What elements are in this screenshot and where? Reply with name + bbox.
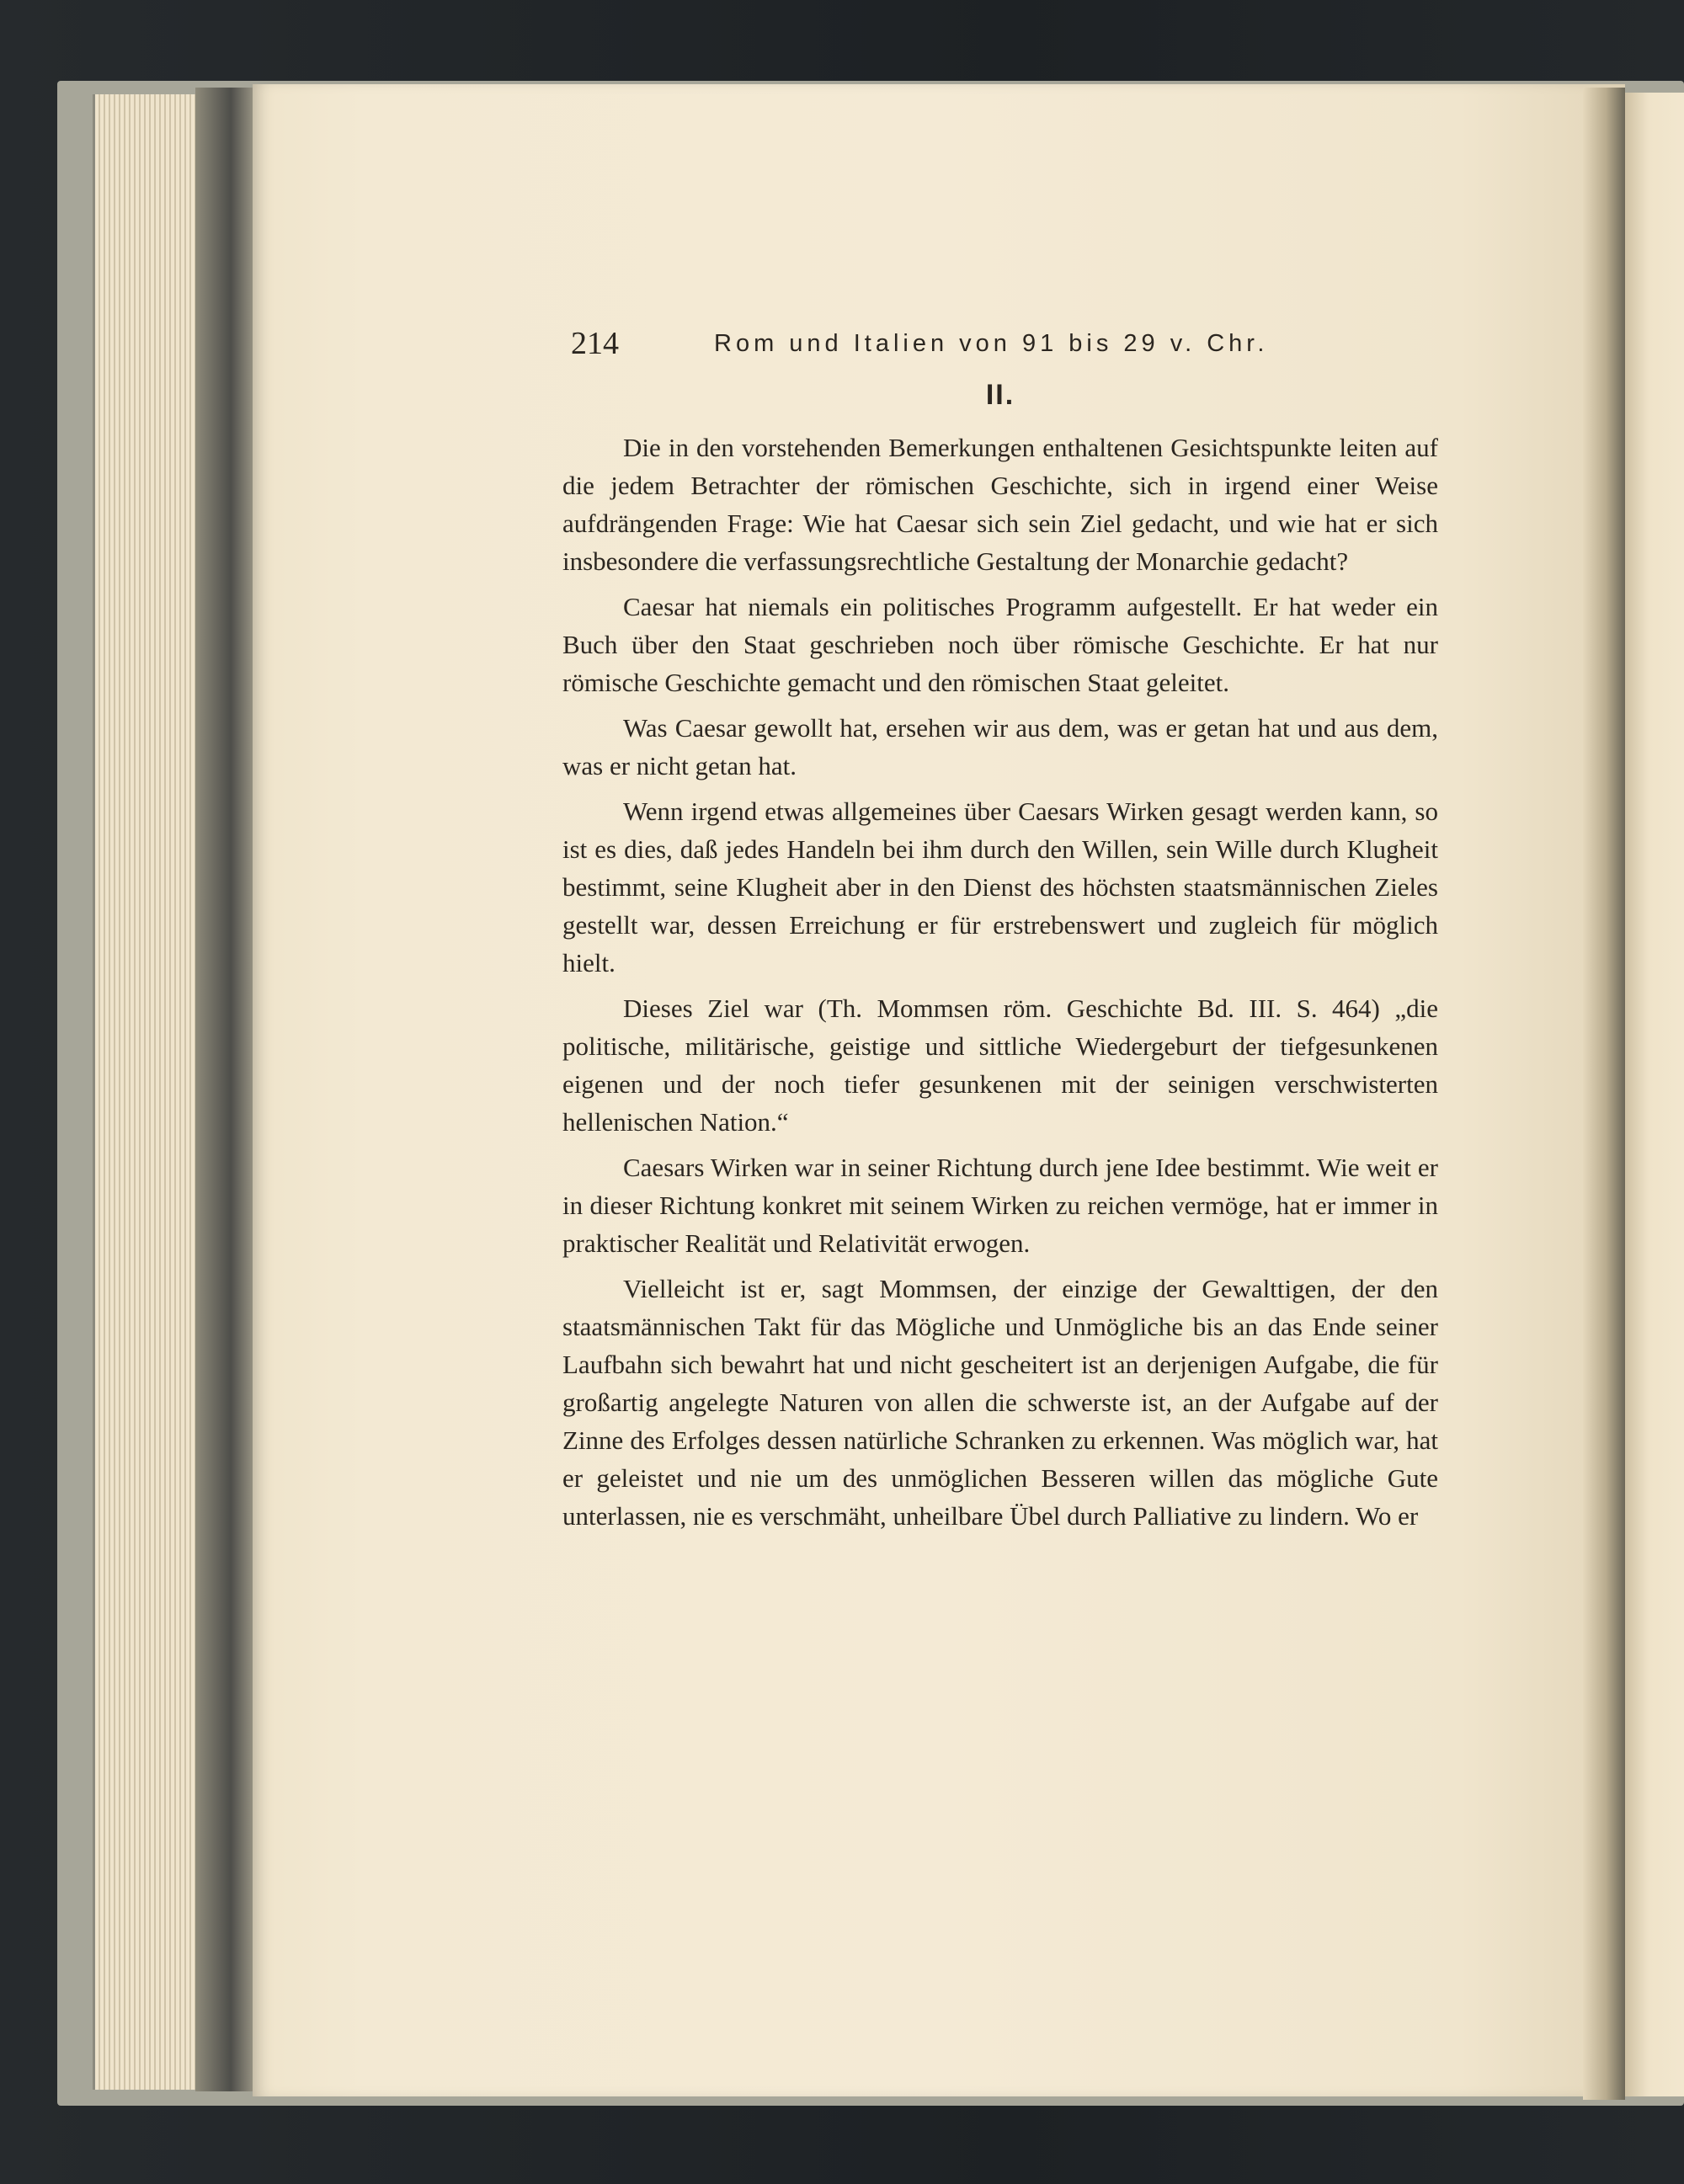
paragraph: Dieses Ziel war (Th. Mommsen röm. Geschichte Bd. III. S. 464) „die politische, militärische, geistige und sittliche Wiedergeburt der tiefgesunkenen eigenen und der noch tiefer gesunkenen mit der seinigen verschwisterten hellenischen Nation.“ — [562, 993, 1438, 1137]
section-heading: II. — [985, 379, 1015, 411]
page-stack-shadow — [195, 88, 254, 2091]
paragraph: Caesar hat niemals ein politisches Programm aufgestellt. Er hat weder ein Buch über den Staat geschrieben noch über römische Geschichte. Er hat nur römische Geschichte gemacht und den römischen Staat geleitet. — [562, 592, 1438, 697]
paragraph: Wenn irgend etwas allgemeines über Caesars Wirken gesagt werden kann, so ist es dies, daß jedes Handeln bei ihm durch den Willen, sein Wille durch Klugheit bestimmt, seine Klugheit aber in den Dienst des höchsten staatsmännischen Zieles gestellt war, dessen Erreichung er für erstrebenswert und zugleich für möglich hielt. — [562, 796, 1438, 977]
facing-page-edge — [1625, 93, 1684, 2096]
page-number: 214 — [571, 326, 619, 361]
page-content — [562, 320, 1438, 1542]
paragraph: Vielleicht ist er, sagt Mommsen, der einzige der Gewalttigen, der den staatsmännischen Takt für das Mögliche und Unmögliche bis an das Ende seiner Laufbahn sich bewahrt hat und nicht gescheitert ist an derjenigen Aufgabe, die für großartig angelegte Naturen von allen die schwerste ist, an der Aufgabe auf der Zinne des Erfolges dessen natürliche Schranken zu erkennen. Was möglich war, hat er geleistet und nie um des unmöglichen Besseren willen das mögliche Gute unterlassen, nie es verschmäht, unheilbare Übel durch Palliative zu lindern. Wo er — [562, 1274, 1438, 1531]
running-title: Rom und Italien von 91 bis 29 v. Chr. — [714, 330, 1269, 357]
paragraph: Caesars Wirken war in seiner Richtung durch jene Idee bestimmt. Wie weit er in dieser Richtung konkret mit seinem Wirken zu reichen vermöge, hat er immer in praktischer Realität und Relativität erwogen. — [562, 1153, 1438, 1258]
book-gutter — [1583, 88, 1625, 2100]
running-head — [562, 320, 1438, 367]
paragraph: Was Caesar gewollt hat, ersehen wir aus dem, was er getan hat und aus dem, was er nicht getan hat. — [562, 713, 1438, 780]
paragraph: Die in den vorstehenden Bemerkungen enthaltenen Gesichtspunkte leiten auf die jedem Betrachter der römischen Geschichte, sich in irgend einer Weise aufdrängenden Frage: Wie hat Caesar sich sein Ziel gedacht, und wie hat er sich insbesondere die verfassungsrechtliche Gestaltung der Monarchie gedacht? — [562, 433, 1438, 576]
